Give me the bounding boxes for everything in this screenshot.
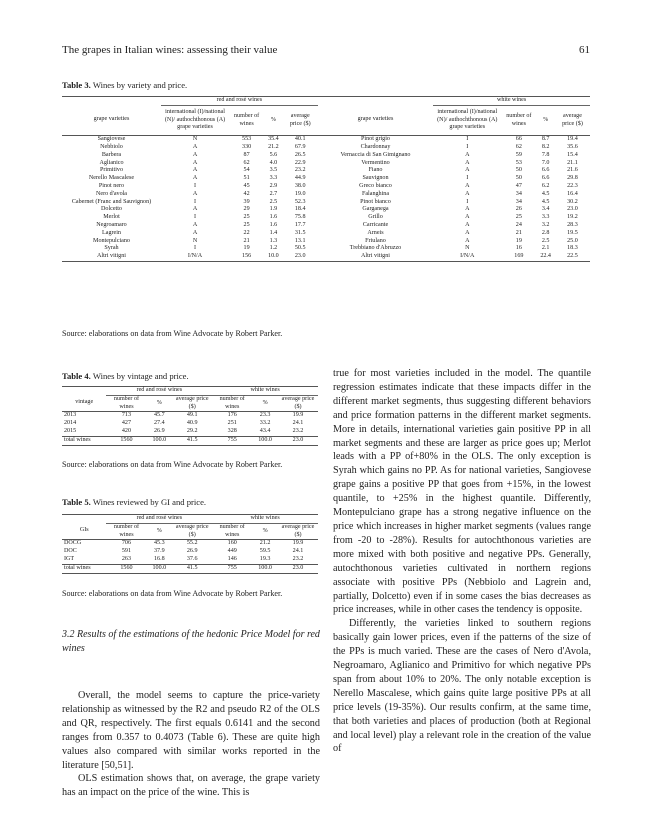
table3-white-cell: Falanghina xyxy=(361,190,390,197)
table3-red-cell: 52.3 xyxy=(294,198,306,205)
table4-group-red: red and rosé wines xyxy=(106,387,212,396)
table3-group-red: red and rosé wines xyxy=(161,97,318,106)
table4-cell: 755 xyxy=(227,436,237,443)
table5-cell: 23.0 xyxy=(292,564,304,571)
table3-white-cell: Altri vitigni xyxy=(361,253,390,260)
table3-white-cell: Garganega xyxy=(362,206,389,213)
table3-red-cell: 39 xyxy=(243,198,250,205)
table3-white-cell: Pinot bianco xyxy=(360,198,391,205)
table3-red-cell: Dolcetto xyxy=(101,206,122,213)
table5-cell: 755 xyxy=(227,564,237,571)
table-row xyxy=(62,420,318,428)
table4-cell: 176 xyxy=(227,412,237,419)
table5-col-number-white: number of wines xyxy=(219,523,245,538)
table3-col-variety-red: grape varieties xyxy=(93,116,130,123)
table4 xyxy=(62,386,318,446)
table3-white-cell: 19.4 xyxy=(567,136,578,143)
table-row xyxy=(62,556,318,564)
table5-cell: 16.8 xyxy=(154,555,165,562)
table-row xyxy=(62,238,590,246)
table3-white-cell: I xyxy=(466,144,469,151)
table5-col-price-red: average price ($) xyxy=(175,523,209,538)
table3-white-cell: 22.3 xyxy=(567,183,578,190)
table-row xyxy=(62,152,590,160)
table3-red-cell: 31.5 xyxy=(294,229,306,236)
table3-white-cell: 23.0 xyxy=(567,206,578,213)
table3-caption xyxy=(62,80,187,90)
table4-cell: 100.0 xyxy=(152,436,167,443)
table3-white-cell: Sauvignon xyxy=(362,175,389,182)
table3-red-cell: Lagrein xyxy=(102,229,121,236)
table3-caption-text: Wines by variety and price. xyxy=(90,80,188,90)
table5-cell: 37.9 xyxy=(154,548,165,555)
table4-caption-text: Wines by vintage and price. xyxy=(90,371,189,381)
table3-white-cell: 25 xyxy=(515,214,522,221)
table3-red-cell: I/N/A xyxy=(187,253,203,260)
table4-cell: 100.0 xyxy=(258,436,272,443)
table3-red-cell: Cabernet (Franc and Sauvignon) xyxy=(71,198,152,205)
table4-cell: 427 xyxy=(121,420,132,427)
table3-red-cell: 38.0 xyxy=(294,183,306,190)
table3-white-cell: 3.2 xyxy=(541,222,550,229)
table3-red-cell: Syrah xyxy=(104,245,119,252)
table3-white-cell: A xyxy=(465,190,470,197)
table3-red-cell: 22 xyxy=(243,229,250,236)
table4-col-pct-red: % xyxy=(156,399,162,406)
table3-col-price-white: average price ($) xyxy=(562,112,583,127)
table3-red-cell: 330 xyxy=(242,144,252,151)
table3-white-cell: 59 xyxy=(515,151,522,158)
table3-col-number-red: number of wines xyxy=(233,112,260,127)
table3-white-cell: 8.2 xyxy=(541,144,550,151)
table4-cell: 45.7 xyxy=(154,412,165,419)
table3-red-cell: 26.5 xyxy=(294,151,306,158)
table3-col-price-red: average price ($) xyxy=(289,112,311,127)
page-number: 61 xyxy=(579,44,590,56)
table3-white-cell: 22.5 xyxy=(567,253,578,260)
table4-cell: 1560 xyxy=(120,436,133,443)
table3-white-cell: 66 xyxy=(515,136,522,143)
table-row xyxy=(62,167,590,175)
table3-white-cell: Vernaccia di San Gimignano xyxy=(340,151,411,158)
table3-red-cell: A xyxy=(192,229,198,236)
table3-red-cell: 42 xyxy=(243,190,250,197)
table4-col-number-red: number of wines xyxy=(113,395,140,410)
table3-white-cell: Pinot grigio xyxy=(361,136,390,143)
table3-red-cell: 553 xyxy=(242,136,252,143)
table5-cell: 26.9 xyxy=(186,548,198,555)
right-column-text xyxy=(333,367,591,756)
table3-white-cell: 3.3 xyxy=(541,214,550,221)
table3-red-cell: 25 xyxy=(243,222,250,229)
table3-white-cell: 50 xyxy=(515,175,522,182)
table3-white-cell: Carricante xyxy=(362,222,389,229)
table3-white-cell: A xyxy=(465,206,470,213)
table4-cell: 19.9 xyxy=(292,412,304,419)
table3-red-cell: 3.5 xyxy=(269,167,278,174)
table3-white-cell: A xyxy=(465,167,470,174)
table3-red-cell: 25 xyxy=(243,214,250,221)
table3-red-cell: N xyxy=(192,237,198,244)
table-row xyxy=(62,428,318,436)
table3-red-cell: 40.1 xyxy=(294,136,306,143)
table3-red-cell: Nerello Mascalese xyxy=(88,175,135,182)
table-row xyxy=(62,175,590,183)
table3-white-cell: N xyxy=(465,245,470,252)
table4-cell: 27.4 xyxy=(154,420,165,427)
table4-cell: total wines xyxy=(64,436,91,443)
table4-cell: 26.9 xyxy=(154,427,165,434)
table-row xyxy=(62,144,590,152)
table3-white-cell: Grillo xyxy=(368,214,383,221)
table3-red-cell: 4.0 xyxy=(269,159,278,166)
table5-cell: 19.3 xyxy=(259,555,271,562)
table3-red-cell: 50.5 xyxy=(294,245,306,252)
table3-white-cell: 28.3 xyxy=(567,222,578,229)
table3-white-cell: 29.8 xyxy=(567,175,578,182)
right-paragraph-2: Differently, the varieties linked to southern regions basically gain lower prices, even if the patterns of the size of the PPs is much varied. These are the cases of Nero d'Avola, Negroamaro, Aglianico and Primitivo for which negative PPs span from about 10% to 20%. The only notable exception is Nerello Mascalese, which gains quite large positive PPs at all price levels (19-35%). Our results confirm, at the same time, that both varieties and places of production (both at Regional and local level) play a relevant role in the creation of the value of xyxy=(333,618,591,755)
table3-red-cell: A xyxy=(192,159,198,166)
table4-cell: 29.2 xyxy=(186,427,198,434)
table-row xyxy=(62,136,590,144)
table3-source: Source: elaborations on data from Wine Advocate by Robert Parker. xyxy=(62,329,283,338)
table4-cell: 328 xyxy=(227,427,237,434)
table3-red-cell: Montepulciano xyxy=(93,237,130,244)
table3-red-cell: 156 xyxy=(242,253,252,260)
table5-cell: IGT xyxy=(64,555,75,562)
table3-red-cell: 18.4 xyxy=(294,206,306,213)
table5-cell: DOCG xyxy=(64,540,82,547)
table3-white-cell: 25.0 xyxy=(567,237,578,244)
table3-white-cell: 2.5 xyxy=(541,237,550,244)
table3-white-cell: Friulano xyxy=(365,237,386,244)
table5-cell: 59.5 xyxy=(259,548,271,555)
table5 xyxy=(62,514,318,574)
table3-red-cell: 3.3 xyxy=(269,175,278,182)
table3-white-cell: 16 xyxy=(515,245,522,252)
table3-white-cell: 34 xyxy=(515,190,522,197)
table3-red-cell: 13.1 xyxy=(294,237,306,244)
table3-white-cell: A xyxy=(465,151,470,158)
table5-col-pct-red: % xyxy=(156,527,162,534)
table3-red-cell: Pinot nero xyxy=(98,183,125,190)
table3-red-cell: 45 xyxy=(243,183,250,190)
table4-body xyxy=(62,412,318,445)
table3-white-cell: I xyxy=(466,198,469,205)
table3-white-cell: I xyxy=(466,136,469,143)
table3-caption-label: Table 3. xyxy=(62,80,91,90)
table3-white-cell: I xyxy=(466,175,469,182)
table3-red-cell: 19 xyxy=(243,245,250,252)
table3-white-cell: 6.6 xyxy=(541,175,550,182)
table4-cell: 23.2 xyxy=(292,427,304,434)
table3-red-cell: 1.9 xyxy=(269,206,278,213)
table3-white-cell: 22.4 xyxy=(540,253,551,260)
table4-col-pct-white: % xyxy=(262,399,268,406)
table3-white-cell: 6.2 xyxy=(541,183,550,190)
table3-red-cell: Altri vitigni xyxy=(97,253,126,260)
table3-red-cell: Nero d'avola xyxy=(95,190,128,197)
table5-cell: 100.0 xyxy=(258,564,272,571)
table5-group-white: white wines xyxy=(212,515,318,524)
table3-body xyxy=(62,136,590,262)
table3-red-cell: 19.0 xyxy=(294,190,306,197)
table3-white-cell: A xyxy=(465,229,470,236)
table5-cell: DOC xyxy=(64,548,77,555)
left-column-text xyxy=(62,689,320,800)
table3-red-cell: Sangiovese xyxy=(97,136,126,143)
table3-white-cell: 15.4 xyxy=(567,151,578,158)
table3-white-cell: 21.6 xyxy=(567,167,578,174)
table5-cell: 1560 xyxy=(120,564,133,571)
table-row xyxy=(62,540,318,548)
table-row xyxy=(62,206,590,214)
table3-white-cell: 6.6 xyxy=(541,167,550,174)
table3-red-cell: I xyxy=(194,183,197,190)
table3-white-cell: 62 xyxy=(515,144,522,151)
table-row xyxy=(62,564,318,573)
table5-source: Source: elaborations on data from Wine Advocate by Robert Parker. xyxy=(62,589,283,598)
left-paragraph-1: Overall, the model seems to capture the price-variety relationship as witnessed by the R2 and pseudo R2 of the OLS and QR, respectively. The first equals 0.6141 and the second ranges from 0.357 to 0.4073 (Table 6). These are quite high values also compared with similar works reported in the literature [50,51]. xyxy=(62,690,320,771)
table3-white-cell: Vermentino xyxy=(361,159,390,166)
table4-cell: 43.4 xyxy=(259,427,271,434)
table5-group-red: red and rosé wines xyxy=(106,515,212,524)
table-row xyxy=(62,253,590,261)
table4-cell: 2014 xyxy=(64,420,77,427)
table3-white-cell: 35.6 xyxy=(567,144,578,151)
table4-cell: 2015 xyxy=(64,427,77,434)
table3-white-cell: 34 xyxy=(515,198,522,205)
table5-cell: 41.5 xyxy=(186,564,198,571)
table3-col-origin-white: international (I)/national (N)/ authochthonous (A) grape varieties xyxy=(437,108,498,131)
table3-red-cell: 67.9 xyxy=(294,144,306,151)
table3-red-cell: Nebbiolo xyxy=(100,144,123,151)
table-row xyxy=(62,412,318,420)
table3-white-cell: Trebbiano d'Abruzzo xyxy=(349,245,402,252)
table-row xyxy=(62,214,590,222)
table-row xyxy=(62,199,590,207)
table3-white-cell: A xyxy=(465,214,470,221)
table3-red-cell: 22.9 xyxy=(294,159,306,166)
table5-cell: 23.2 xyxy=(292,555,304,562)
table5-cell: 19.9 xyxy=(292,540,304,547)
table3-white-cell: 21 xyxy=(515,229,522,236)
table3-red-cell: 21 xyxy=(243,237,250,244)
table3-red-cell: 1.4 xyxy=(269,229,278,236)
table3-col-pct-red: % xyxy=(270,116,276,123)
table3-white-cell: 3.4 xyxy=(541,206,550,213)
table-row xyxy=(62,548,318,556)
table4-cell: 2013 xyxy=(64,412,77,419)
table3-white-cell: 7.8 xyxy=(541,151,550,158)
table4-group-white: white wines xyxy=(212,387,318,396)
table4-col-number-white: number of wines xyxy=(219,395,245,410)
table3-white-cell: 30.2 xyxy=(567,198,578,205)
table3-white-cell: A xyxy=(465,159,470,166)
table3-red-cell: Primitivo xyxy=(99,167,124,174)
table3-white-cell: Fiano xyxy=(368,167,383,174)
table3-red-cell: 5.6 xyxy=(269,151,278,158)
table3-red-cell: I xyxy=(194,214,197,221)
table3-red-cell: 44.9 xyxy=(294,175,306,182)
table3-col-number-white: number of wines xyxy=(506,112,532,127)
table3-white-cell: 8.7 xyxy=(541,136,550,143)
table3-white-cell: I/N/A xyxy=(460,253,475,260)
left-paragraph-2: OLS estimation shows that, on average, the grape variety has an impact on the price of the wine. This is xyxy=(62,773,320,799)
table3-red-cell: 1.3 xyxy=(269,237,278,244)
table3-white-cell: 18.3 xyxy=(567,245,578,252)
section-heading: 3.2 Results of the estimations of the hedonic Price Model for red wines xyxy=(62,629,320,654)
table5-cell: 55.2 xyxy=(186,540,198,547)
table4-col-vintage: vintage xyxy=(75,399,94,406)
table3-red-cell: 10.0 xyxy=(268,253,279,260)
table3-white-cell: 19 xyxy=(515,237,522,244)
table4-caption-label: Table 4. xyxy=(62,371,91,381)
table-row xyxy=(62,191,590,199)
table4-col-price-red: average price ($) xyxy=(175,395,209,410)
table-row xyxy=(62,245,590,253)
table5-cell: 21.2 xyxy=(259,540,271,547)
table4-col-price-white: average price ($) xyxy=(281,395,315,410)
table3-white-cell: 26 xyxy=(515,206,522,213)
table3-red-cell: 23.0 xyxy=(294,253,306,260)
table3-red-cell: 51 xyxy=(243,175,250,182)
table4-cell: 23.0 xyxy=(292,436,304,443)
table4-cell: 33.2 xyxy=(259,420,271,427)
table3-red-cell: 29 xyxy=(243,206,250,213)
table3-red-cell: N xyxy=(192,136,198,143)
table3-white-cell: A xyxy=(465,222,470,229)
table3-red-cell: 21.2 xyxy=(268,144,279,151)
table5-caption-text: Wines reviewed by GI and price. xyxy=(90,497,207,507)
table4-cell: 40.9 xyxy=(186,420,198,427)
running-title: The grapes in Italian wines: assessing their value xyxy=(62,44,278,56)
table5-caption xyxy=(62,497,206,507)
table4-caption xyxy=(62,371,189,381)
table3-white-cell: Arneis xyxy=(367,229,384,236)
table3-col-pct-white: % xyxy=(543,116,549,123)
table3-red-cell: Aglianico xyxy=(99,159,124,166)
table3-red-cell: 17.7 xyxy=(294,222,306,229)
table5-cell: 263 xyxy=(121,555,132,562)
table3-red-cell: A xyxy=(192,151,198,158)
table5-cell: 146 xyxy=(227,555,237,562)
table3-white-cell: 50 xyxy=(515,167,522,174)
table3-white-cell: 21.1 xyxy=(567,159,578,166)
table4-cell: 23.3 xyxy=(259,412,271,419)
table3-red-cell: I xyxy=(194,198,197,205)
table3-red-cell: Negroamaro xyxy=(96,222,127,229)
table3-white-cell: 19.2 xyxy=(567,214,578,221)
table3-white-cell: 2.1 xyxy=(541,245,550,252)
table5-cell: 24.1 xyxy=(292,548,304,555)
table3-white-cell: 19.5 xyxy=(567,229,578,236)
table3-red-cell: I xyxy=(194,245,197,252)
table3-white-cell: 4.5 xyxy=(541,190,550,197)
table5-cell: 591 xyxy=(121,548,132,555)
table5-cell: 45.3 xyxy=(154,540,165,547)
table5-col-price-white: average price ($) xyxy=(281,523,315,538)
table5-cell: 160 xyxy=(227,540,237,547)
table3-red-cell: 1.2 xyxy=(269,245,278,252)
table-row xyxy=(62,436,318,445)
table5-col-number-red: number of wines xyxy=(113,523,140,538)
table-row xyxy=(62,222,590,230)
table3-red-cell: A xyxy=(192,167,198,174)
table3-red-cell: 2.9 xyxy=(269,183,278,190)
table3-group-white: white wines xyxy=(433,97,590,106)
table3-red-cell: A xyxy=(192,206,198,213)
table3-white-cell: A xyxy=(465,183,470,190)
table3-red-cell: 23.2 xyxy=(294,167,306,174)
table3-red-cell: A xyxy=(192,175,198,182)
table-row xyxy=(62,183,590,191)
table5-cell: 37.6 xyxy=(186,555,198,562)
table5-body xyxy=(62,540,318,573)
table3-red-cell: 62 xyxy=(243,159,250,166)
table5-cell: 100.0 xyxy=(152,564,167,571)
table4-cell: 24.1 xyxy=(292,420,304,427)
table4-cell: 420 xyxy=(121,427,132,434)
table3-red-cell: 87 xyxy=(243,151,250,158)
table3-col-origin-red: international (I)/national (N)/ authochthonous (A) grape varieties xyxy=(164,108,226,131)
table3-white-cell: 47 xyxy=(515,183,522,190)
table3-white-cell: 53 xyxy=(515,159,522,166)
table3 xyxy=(62,96,590,262)
table3-red-cell: 35.4 xyxy=(268,136,279,143)
table3-red-cell: 54 xyxy=(243,167,250,174)
table3-white-cell: Chardonnay xyxy=(360,144,391,151)
table3-white-cell: 4.5 xyxy=(541,198,550,205)
table5-col-pct-white: % xyxy=(262,527,268,534)
table4-source: Source: elaborations on data from Wine Advocate by Robert Parker. xyxy=(62,460,283,469)
table4-cell: 251 xyxy=(227,420,237,427)
table4-cell: 49.1 xyxy=(186,412,198,419)
table3-red-cell: 1.6 xyxy=(269,214,278,221)
table4-cell: 41.5 xyxy=(186,436,198,443)
table5-cell: 449 xyxy=(227,548,237,555)
table-row xyxy=(62,160,590,168)
table3-red-cell: 2.5 xyxy=(269,198,278,205)
table3-red-cell: A xyxy=(192,222,198,229)
table5-caption-label: Table 5. xyxy=(62,497,91,507)
table5-cell: 706 xyxy=(121,540,132,547)
table3-red-cell: 75.8 xyxy=(294,214,306,221)
table3-red-cell: Barbera xyxy=(101,151,122,158)
table5-cell: total wines xyxy=(64,564,91,571)
table3-white-cell: 7.0 xyxy=(541,159,550,166)
table5-col-gis: GIs xyxy=(79,527,89,534)
table3-white-cell: 169 xyxy=(514,253,524,260)
table3-red-cell: 1.6 xyxy=(269,222,278,229)
table3-red-cell: Merlot xyxy=(103,214,120,221)
table3-white-cell: 2.8 xyxy=(541,229,550,236)
table-row xyxy=(62,230,590,238)
table3-red-cell: A xyxy=(192,190,198,197)
table3-white-cell: 24 xyxy=(515,222,522,229)
table3-red-cell: 2.7 xyxy=(269,190,278,197)
right-paragraph-1: true for most varieties included in the model. The quantile regression estimates indicate that these impacts differ in the different market segments, thus suggesting different behaviors and price formation patterns in the different market segments. More in details, international varieties gain positive PP in all market segments and these are larger as price goes up; Merlot leads with a PP of+80% in the OLS. The only exception is Syrah which gains no PP. As for national varieties, Sangiovese grape gains a positive PP that goes from +15%, in the lowest quantile, to +25% in the highest quantile. Differently, Montepulciano grape has a strong negative influence on the price which increases in higher market segments (values range from -20 to -28%). Results for autochthonous varieties are more mixed with both positive and negative PPs. Generally, autochthonous varieties cultivated in northern regions associate with positive PPs (Nebbiolo and Lagrein and, partially, Dolcetto) even if in some cases the bias decreases as price increases, while in other cases the tendency is opposite. xyxy=(333,368,591,616)
table3-col-variety-white: grape varieties xyxy=(357,116,394,123)
table3-white-cell: A xyxy=(465,237,470,244)
table3-white-cell: 16.4 xyxy=(567,190,578,197)
table3-white-cell: Greco bianco xyxy=(359,183,392,190)
table3-red-cell: A xyxy=(192,144,198,151)
table4-cell: 713 xyxy=(121,412,132,419)
